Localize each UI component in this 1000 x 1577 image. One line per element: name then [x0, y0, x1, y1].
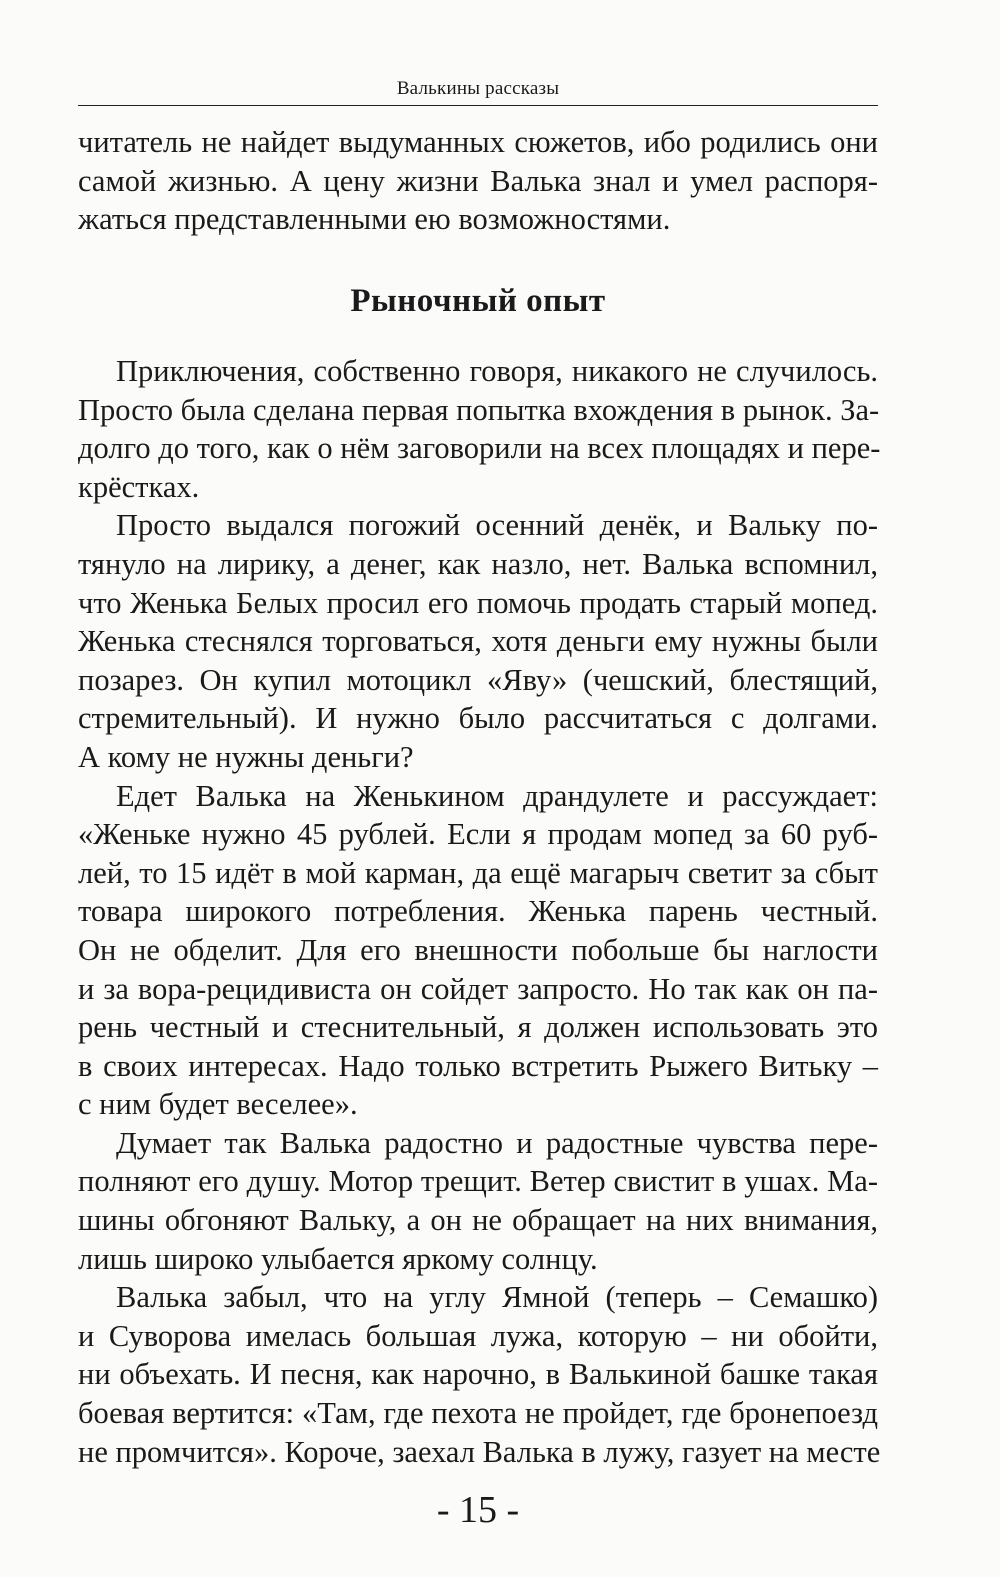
text-line: боевая вертится: «Там, где пехота не пройдет, где бронепоезд [78, 1396, 878, 1431]
page-number: - 15 - [436, 1489, 520, 1531]
text-line: читатель не найдет выдуманных сюжетов, ибо родились они [78, 125, 878, 159]
text-line: ни объехать. И песня, как нарочно, в Валькиной башке такая [78, 1357, 878, 1392]
text-line: Просто была сделана первая попытка вхождения в рынок. За- [78, 392, 880, 427]
text-line: тянуло на лирику, а денег, как назло, нет. Валька вспомнил, [78, 546, 878, 581]
text-line: крёстках. [78, 469, 200, 504]
text-line: А кому не нужны деньги? [78, 739, 414, 774]
text-line: полняют его душу. Мотор трещит. Ветер свистит в ушах. Ма- [78, 1164, 878, 1199]
intro-text [78, 123, 878, 239]
chapter-text [78, 352, 881, 1471]
text-line: Женька стеснялся торговаться, хотя деньги ему нужны были [78, 624, 878, 659]
text-line: не промчится». Короче, заехал Валька в лужу, газует на месте [78, 1434, 881, 1469]
text-line: жаться представленными ею возможностями. [78, 202, 671, 237]
running-head: Валькины рассказы [396, 78, 560, 99]
text-line: Думает так Валька радостно и радостные чувства пере- [116, 1125, 878, 1160]
text-line: самой жизнью. А цену жизни Валька знал и умел распоря- [78, 163, 878, 198]
text-line: «Женьке нужно 45 рублей. Если я продам мопед за 60 руб- [78, 817, 878, 852]
text-line: лей, то 15 идёт в мой карман, да ещё магарыч светит за сбыт [78, 855, 878, 890]
header-rule [78, 105, 878, 106]
text-line: Валька забыл, что на углу Ямной (теперь – Семашко) [116, 1280, 878, 1315]
text-line: товара широкого потребления. Женька парень честный. [78, 894, 878, 929]
text-line: с ним будет веселее». [78, 1087, 358, 1122]
chapter-title: Рыночный опыт [350, 283, 606, 319]
text-line: шины обгоняют Вальку, а он не обращает на них внимания, [78, 1203, 878, 1238]
text-line: позарез. Он купил мотоцикл «Яву» (чешский, блестящий, [78, 662, 878, 697]
text-line: Приключения, собственно говоря, никакого не случилось. [116, 354, 878, 388]
text-line: Он не обделит. Для его внешности побольше бы наглости [78, 932, 878, 967]
text-line: рень честный и стеснительный, я должен использовать это [78, 1010, 878, 1045]
text-line: Едет Валька на Женькином драндулете и рассуждает: [116, 778, 878, 813]
text-line: что Женька Белых просил его помочь продать старый мопед. [78, 585, 878, 620]
text-line: и за вора-рецидивиста он сойдет запросто. Но так как он па- [78, 971, 878, 1006]
text-line: стремительный). И нужно было рассчитаться с долгами. [78, 701, 878, 736]
text-line: Просто выдался погожий осенний денёк, и Вальку по- [116, 508, 878, 543]
text-line: долго до того, как о нём заговорили на всех площадях и пере- [78, 431, 881, 466]
text-line: и Суворова имелась большая лужа, которую – ни обойти, [78, 1318, 878, 1353]
text-line: в своих интересах. Надо только встретить Рыжего Витьку – [78, 1048, 878, 1083]
text-line: лишь широко улыбается яркому солнцу. [78, 1241, 598, 1276]
